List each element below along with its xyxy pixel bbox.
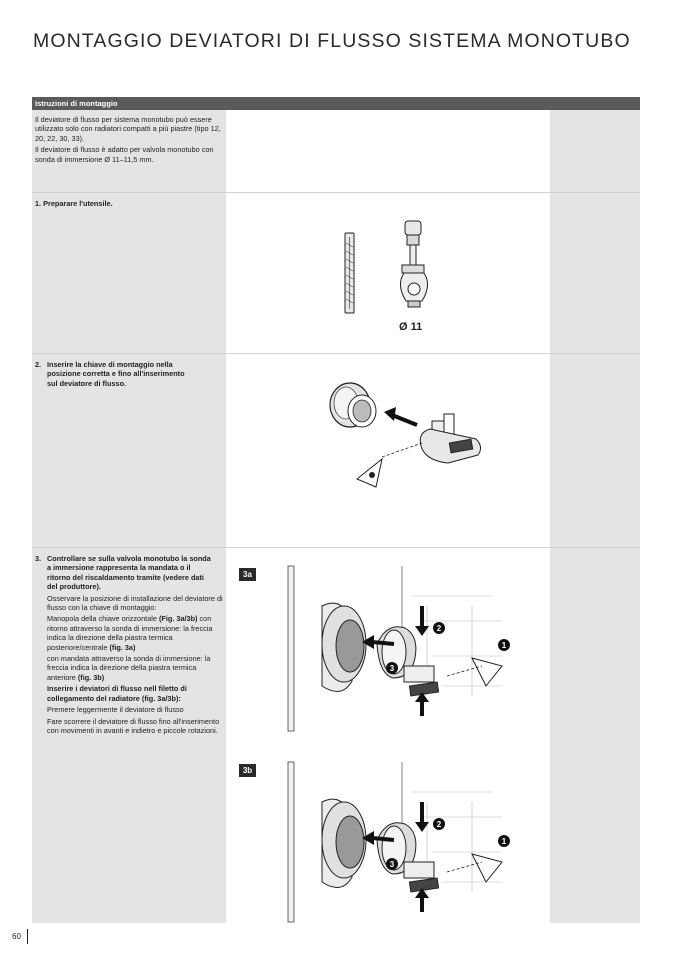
intro-paragraph-2: Il deviatore di flusso è adatto per valvola monotubo con sonda di immersione Ø 11–11,5 mm. [35,145,214,164]
step-3-paragraph-6: Fare scorrere il deviatore di flusso fino all'inserimento con movimenti in avanti e indietro e piccole rotazioni. [47,716,220,735]
figure-3b-illustration [282,762,512,927]
callout-3-3a: 3 [389,664,395,673]
step-3-paragraph-1: Osservare la posizione di installazione del deviatore di flusso con la chiave di montaggio: [47,593,223,613]
table-header: Istruzioni di montaggio [32,97,640,110]
step-3-paragraph-4: Inserire i deviatori di flusso nell filetto di collegamento del radiatore (fig. 3a/3b): [47,684,187,703]
intro-text [35,115,223,166]
step-1-text [35,199,223,208]
callout-1-3a: 1 [501,641,507,650]
page-title: MONTAGGIO DEVIATORI DI FLUSSO SISTEMA MONOTUBO [33,30,631,52]
step-1-row [32,193,640,354]
page-number-rule [27,929,28,944]
step-1-instruction: Preparare l'utensile. [43,199,113,208]
diameter-label: Ø 11 [399,321,423,333]
callout-3-3b: 3 [389,860,395,869]
step-3-paragraph-2: Manopola della chiave orizzontale (Fig. 3a/3b) con ritorno attraverso la sonda di immersione: la freccia indica la direzione della piastra termica posteriore/centrale (fig. 3a) [47,614,213,652]
step-3-heading: Controllare se sulla valvola monotubo la sonda a immersione rappresenta la mandata o il ritorno del riscaldamento tramite (vedere dati del produttore). [47,554,211,592]
page-number: 60 [12,932,21,941]
instructions-table [32,97,640,923]
step-3-text [35,554,223,737]
step-3-paragraph-5: Premere leggermente il deviatore di flusso [47,705,184,715]
tool-illustration [322,213,462,343]
step-3-number: 3. [35,554,42,563]
callout-2-3a: 2 [436,624,442,633]
figure-3a-label: 3a [239,568,256,581]
step-3-row [32,548,640,923]
step-2-number: 2. [35,360,42,369]
callout-2-3b: 2 [436,820,442,829]
callout-1-3b: 1 [501,837,507,846]
step-2-text [35,360,223,388]
figure-3a-illustration [282,566,512,741]
step-1-number: 1. [35,199,42,208]
step-2-instruction: Inserire la chiave di montaggio nella posizione corretta e fino all'inserimento sul deviatore di flusso. [47,360,185,388]
intro-paragraph-1: Il deviatore di flusso per sistema monotubo può essere utilizzato solo con radiatori compatti a più piastre (tipo 12, 20, 22, 30, 33). [35,115,221,143]
step-2-row [32,354,640,548]
step-3-paragraph-3: con mandata attraverso la sonda di immersione: la freccia indica la direzione della piastra termica anteriore (fig. 3b) [47,654,211,682]
key-insertion-illustration [322,379,502,494]
intro-row [32,110,640,193]
figure-3b-label: 3b [239,764,256,777]
